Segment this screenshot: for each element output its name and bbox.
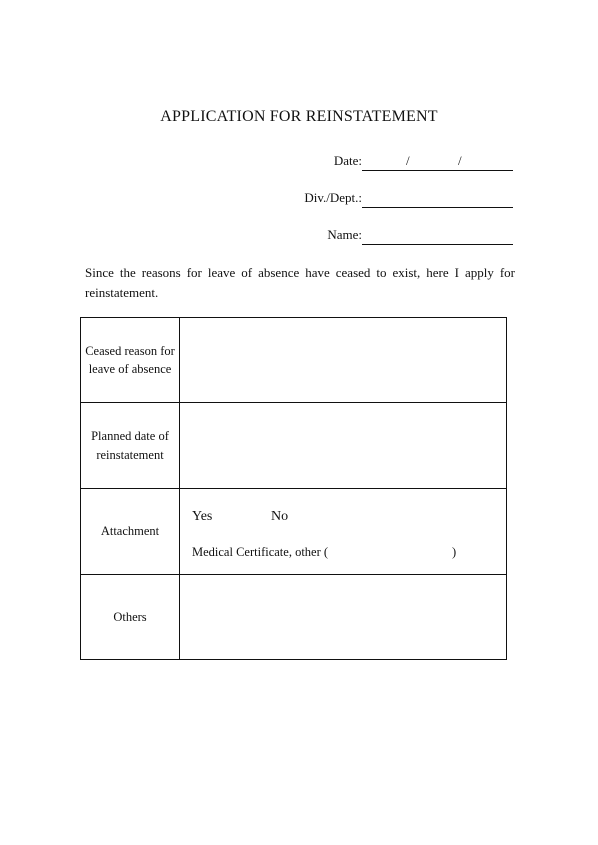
table-row [81, 403, 507, 489]
name-row [300, 225, 513, 245]
attachment-no-option[interactable]: No [271, 509, 289, 524]
statement-text: Since the reasons for leave of absence have ceased to exist, here I apply for reinstatement. [85, 265, 515, 300]
name-label: Name: [327, 227, 362, 242]
date-field[interactable] [362, 152, 513, 171]
date-separator-2: / [458, 153, 462, 168]
planned-date-field[interactable] [180, 403, 507, 489]
dept-row [300, 188, 513, 208]
attachment-field [180, 489, 507, 575]
attachment-types: Medical Certificate, other ( [192, 545, 329, 559]
row-label-planned-date: Planned date of reinstatement [81, 403, 180, 489]
table-row [81, 575, 507, 660]
application-table [80, 317, 507, 660]
date-separator-1: / [406, 153, 410, 168]
form-title: APPLICATION FOR REINSTATEMENT [160, 108, 438, 125]
ceased-reason-field[interactable] [180, 318, 507, 403]
row-label-attachment: Attachment [81, 489, 180, 575]
table-row [81, 318, 507, 403]
others-field[interactable] [180, 575, 507, 660]
attachment-other-close: ) [452, 545, 457, 559]
row-label-ceased-reason: Ceased reason for leave of absence [81, 318, 180, 403]
date-label: Date: [333, 153, 362, 168]
attachment-yes-option[interactable]: Yes [192, 509, 213, 524]
row-label-others: Others [81, 575, 180, 660]
date-row [300, 151, 513, 171]
dept-field[interactable] [362, 189, 513, 208]
name-field[interactable] [362, 226, 513, 245]
dept-label: Div./Dept.: [304, 190, 362, 205]
table-row [81, 489, 507, 575]
